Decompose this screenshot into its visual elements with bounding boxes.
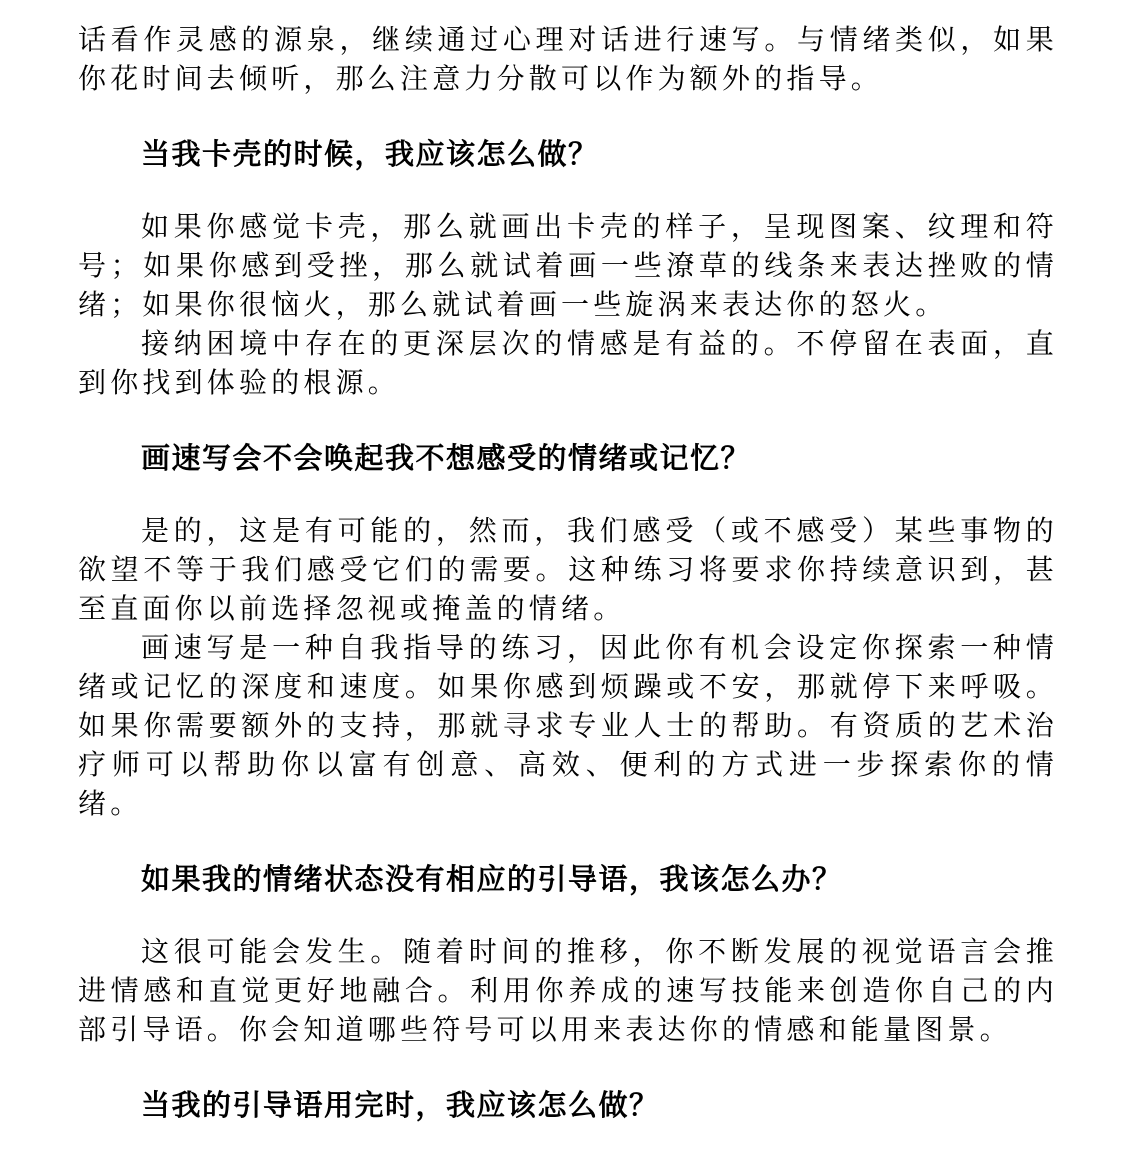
body-paragraph: 画速写是一种自我指导的练习，因此你有机会设定你探索一种情绪或记忆的深度和速度。如果你感到烦躁或不安，那就停下来呼吸。如果你需要额外的支持，那就寻求专业人士的帮助。有资质的艺术治疗师可以帮助你以富有创意、高效、便利的方式进一步探索你的情绪。	[78, 632, 1058, 819]
section-heading-no-matching-prompt: 如果我的情绪状态没有相应的引导语，我该怎么办？	[141, 864, 843, 896]
body-paragraph: 接纳困境中存在的更深层次的情感是有益的。不停留在表面，直到你找到体验的根源。	[78, 328, 1058, 398]
body-paragraph: 是的，这是有可能的，然而，我们感受（或不感受）某些事物的欲望不等于我们感受它们的需要。这种练习将要求你持续意识到，甚至直面你以前选择忽视或掩盖的情绪。	[78, 515, 1058, 624]
section-heading-stuck: 当我卡壳的时候，我应该怎么做？	[141, 139, 599, 171]
section-heading-unwanted-emotions: 画速写会不会唤起我不想感受的情绪或记忆？	[141, 443, 752, 475]
document-page	[78, 20, 1058, 1158]
section-heading-prompts-run-out: 当我的引导语用完时，我应该怎么做？	[141, 1090, 660, 1122]
body-paragraph: 如果你感觉卡壳，那么就画出卡壳的样子，呈现图案、纹理和符号；如果你感到受挫，那么就试着画一些潦草的线条来表达挫败的情绪；如果你很恼火，那么就试着画一些旋涡来表达你的怒火。	[78, 211, 1058, 320]
paragraph-continuation: 话看作灵感的源泉，继续通过心理对话进行速写。与情绪类似，如果你花时间去倾听，那么注意力分散可以作为额外的指导。	[78, 24, 1058, 94]
body-paragraph: 这很可能会发生。随着时间的推移，你不断发展的视觉语言会推进情感和直觉更好地融合。利用你养成的速写技能来创造你自己的内部引导语。你会知道哪些符号可以用来表达你的情感和能量图景。	[78, 936, 1058, 1045]
